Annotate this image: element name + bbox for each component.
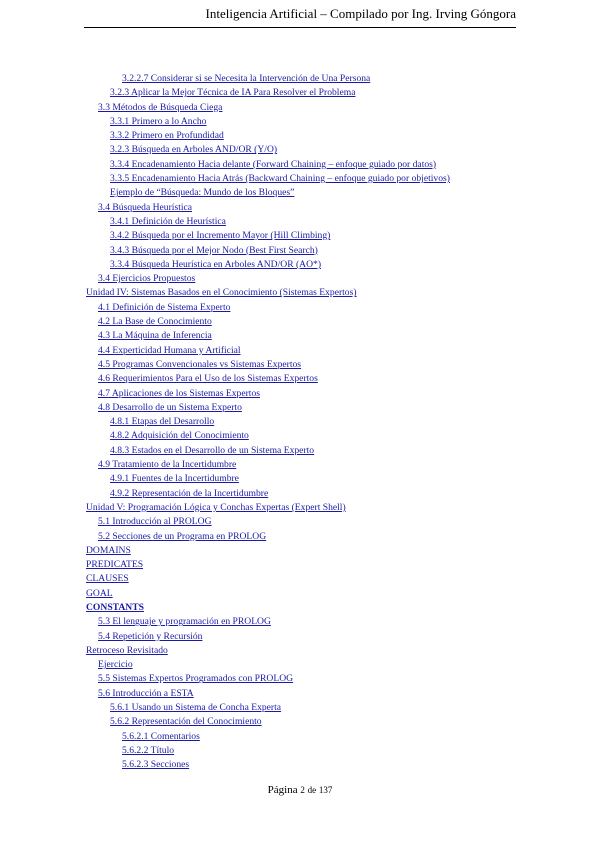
toc-link[interactable]: 3.4 Búsqueda Heurística <box>98 201 193 213</box>
toc-link[interactable]: 3.2.3 Búsqueda en Arboles AND/OR (Y/O) <box>110 144 278 156</box>
total-pages: 137 <box>318 785 333 795</box>
toc-entry <box>0 372 600 386</box>
toc-entry <box>0 258 600 272</box>
toc-entry <box>0 101 600 115</box>
toc-link[interactable]: DOMAINS <box>86 544 131 556</box>
toc-entry <box>0 129 600 143</box>
toc-link[interactable]: 4.4 Experticidad Humana y Artificial <box>98 344 241 356</box>
page-number: 2 <box>300 785 305 795</box>
toc-entry <box>0 558 600 572</box>
page-label: Página <box>267 784 298 796</box>
toc-link[interactable]: 3.4.3 Búsqueda por el Mejor Nodo (Best First Search) <box>110 244 318 256</box>
toc-entry <box>0 72 600 86</box>
toc-entry <box>0 358 600 372</box>
toc-entry <box>0 515 600 529</box>
toc-link[interactable]: 4.8 Desarrollo de un Sistema Experto <box>98 401 242 413</box>
toc-entry <box>0 744 600 758</box>
toc-entry <box>0 701 600 715</box>
running-header: Inteligencia Artificial – Compilado por Ing. Irving Góngora <box>205 6 516 21</box>
toc-link[interactable]: 5.5 Sistemas Expertos Programados con PROLOG <box>98 673 294 685</box>
toc-entry <box>0 458 600 472</box>
toc-link[interactable]: 4.8.3 Estados en el Desarrollo de un Sistema Experto <box>110 444 315 456</box>
toc-entry <box>0 401 600 415</box>
toc-entry <box>0 86 600 100</box>
toc-entry <box>0 730 600 744</box>
toc-link[interactable]: 3.4.2 Búsqueda por el Incremento Mayor (Hill Climbing) <box>110 230 331 242</box>
toc-link[interactable]: 3.3.2 Primero en Profundidad <box>110 130 224 142</box>
toc-link[interactable]: 3.2.2.7 Considerar si se Necesita la Intervención de Una Persona <box>122 73 371 84</box>
toc-entry <box>0 387 600 401</box>
toc-link[interactable]: 4.5 Programas Convencionales vs Sistemas Expertos <box>98 358 302 370</box>
toc-link[interactable]: 5.3 El lenguaje y programación en PROLOG <box>98 616 271 628</box>
toc-entry <box>0 186 600 200</box>
toc-entry <box>0 229 600 243</box>
toc-entry <box>0 329 600 343</box>
toc-link[interactable]: 5.4 Repetición y Recursión <box>98 630 203 642</box>
toc-link[interactable]: 3.4.1 Definición de Heurística <box>110 215 226 227</box>
toc-link[interactable]: 5.2 Secciones de un Programa en PROLOG <box>98 530 267 542</box>
toc-link[interactable]: CLAUSES <box>86 573 129 585</box>
toc-entry <box>0 487 600 501</box>
toc-entry <box>0 687 600 701</box>
toc-link[interactable]: 5.6.2.3 Secciones <box>122 759 190 771</box>
header-rule <box>84 27 516 28</box>
toc-link[interactable]: 4.9.2 Representación de la Incertidumbre <box>110 487 269 499</box>
toc-link[interactable]: 4.9.1 Fuentes de la Incertidumbre <box>110 473 239 485</box>
toc-entry <box>0 201 600 215</box>
toc-link[interactable]: 5.1 Introducción al PROLOG <box>98 516 212 528</box>
toc-entry <box>0 601 600 615</box>
toc-entry <box>0 158 600 172</box>
toc-entry <box>0 115 600 129</box>
toc-entry <box>0 644 600 658</box>
toc-entry <box>0 301 600 315</box>
toc-entry <box>0 530 600 544</box>
toc-link[interactable]: 4.9 Tratamiento de la Incertidumbre <box>98 459 237 471</box>
toc-link[interactable]: 4.1 Definición de Sistema Experto <box>98 301 231 313</box>
toc-link[interactable]: 3.3.5 Encadenamiento Hacia Atrás (Backward Chaining – enfoque guiado por objetivos) <box>110 173 450 185</box>
toc-link[interactable]: CONSTANTS <box>86 601 144 613</box>
toc-entry <box>0 715 600 729</box>
toc-link[interactable]: 5.6.1 Usando un Sistema de Concha Experta <box>110 702 282 714</box>
toc-link[interactable]: Ejercicio <box>98 659 133 671</box>
toc-entry <box>0 672 600 686</box>
toc-link[interactable]: 5.6.2.1 Comentarios <box>122 730 200 742</box>
toc-entry <box>0 472 600 486</box>
toc-entry <box>0 429 600 443</box>
toc-entry <box>0 630 600 644</box>
toc-entry <box>0 244 600 258</box>
toc-entry <box>0 501 600 515</box>
toc-link[interactable]: Unidad V: Programación Lógica y Conchas Expertas (Expert Shell) <box>86 501 346 513</box>
toc-entry <box>0 544 600 558</box>
toc-link[interactable]: 3.3 Métodos de Búsqueda Ciega <box>98 101 223 113</box>
toc-link[interactable]: 3.4 Ejercicios Propuestos <box>98 273 196 285</box>
toc-link[interactable]: 3.3.1 Primero a lo Ancho <box>110 115 207 127</box>
page-footer <box>0 784 600 796</box>
toc-entry <box>0 444 600 458</box>
of-label: de <box>307 785 317 795</box>
toc-link[interactable]: 4.8.2 Adquisición del Conocimiento <box>110 430 249 442</box>
toc-entry <box>0 344 600 358</box>
toc-entry <box>0 658 600 672</box>
toc-link[interactable]: Retroceso Revisitado <box>86 644 168 656</box>
toc-link[interactable]: PREDICATES <box>86 559 144 571</box>
toc-link[interactable]: 4.8.1 Etapas del Desarrollo <box>110 416 215 428</box>
toc-link[interactable]: Unidad IV: Sistemas Basados en el Conocimiento (Sistemas Expertos) <box>86 287 357 299</box>
toc-entry <box>0 172 600 186</box>
toc-link[interactable]: 4.3 La Máquina de Inferencia <box>98 330 212 342</box>
toc-entry <box>0 572 600 586</box>
toc-link[interactable]: 5.6.2 Representación del Conocimiento <box>110 716 262 728</box>
toc-entry <box>0 143 600 157</box>
toc-entry <box>0 315 600 329</box>
toc-entry <box>0 758 600 772</box>
toc-link[interactable]: 3.3.4 Búsqueda Heurística en Arboles AND/OR (AO*) <box>110 258 322 270</box>
toc-entry <box>0 215 600 229</box>
table-of-contents <box>0 72 600 773</box>
toc-link[interactable]: 5.6 Introducción a ESTA <box>98 687 194 699</box>
toc-entry <box>0 615 600 629</box>
toc-link[interactable]: 3.2.3 Aplicar la Mejor Técnica de IA Para Resolver el Problema <box>110 87 356 99</box>
toc-link[interactable]: 4.6 Requerimientos Para el Uso de los Sistemas Expertos <box>98 373 318 385</box>
toc-entry <box>0 587 600 601</box>
toc-link[interactable]: 3.3.4 Encadenamiento Hacia delante (Forward Chaining – enfoque guiado por datos) <box>110 158 437 170</box>
toc-link[interactable]: GOAL <box>86 587 113 599</box>
toc-link[interactable]: 4.2 La Base de Conocimiento <box>98 316 212 328</box>
toc-entry <box>0 415 600 429</box>
toc-link[interactable]: 5.6.2.2 Título <box>122 744 175 756</box>
toc-entry <box>0 272 600 286</box>
toc-link[interactable]: Ejemplo de “Búsqueda: Mundo de los Bloques” <box>110 187 295 199</box>
toc-link[interactable]: 4.7 Aplicaciones de los Sistemas Expertos <box>98 387 261 399</box>
toc-entry <box>0 286 600 300</box>
